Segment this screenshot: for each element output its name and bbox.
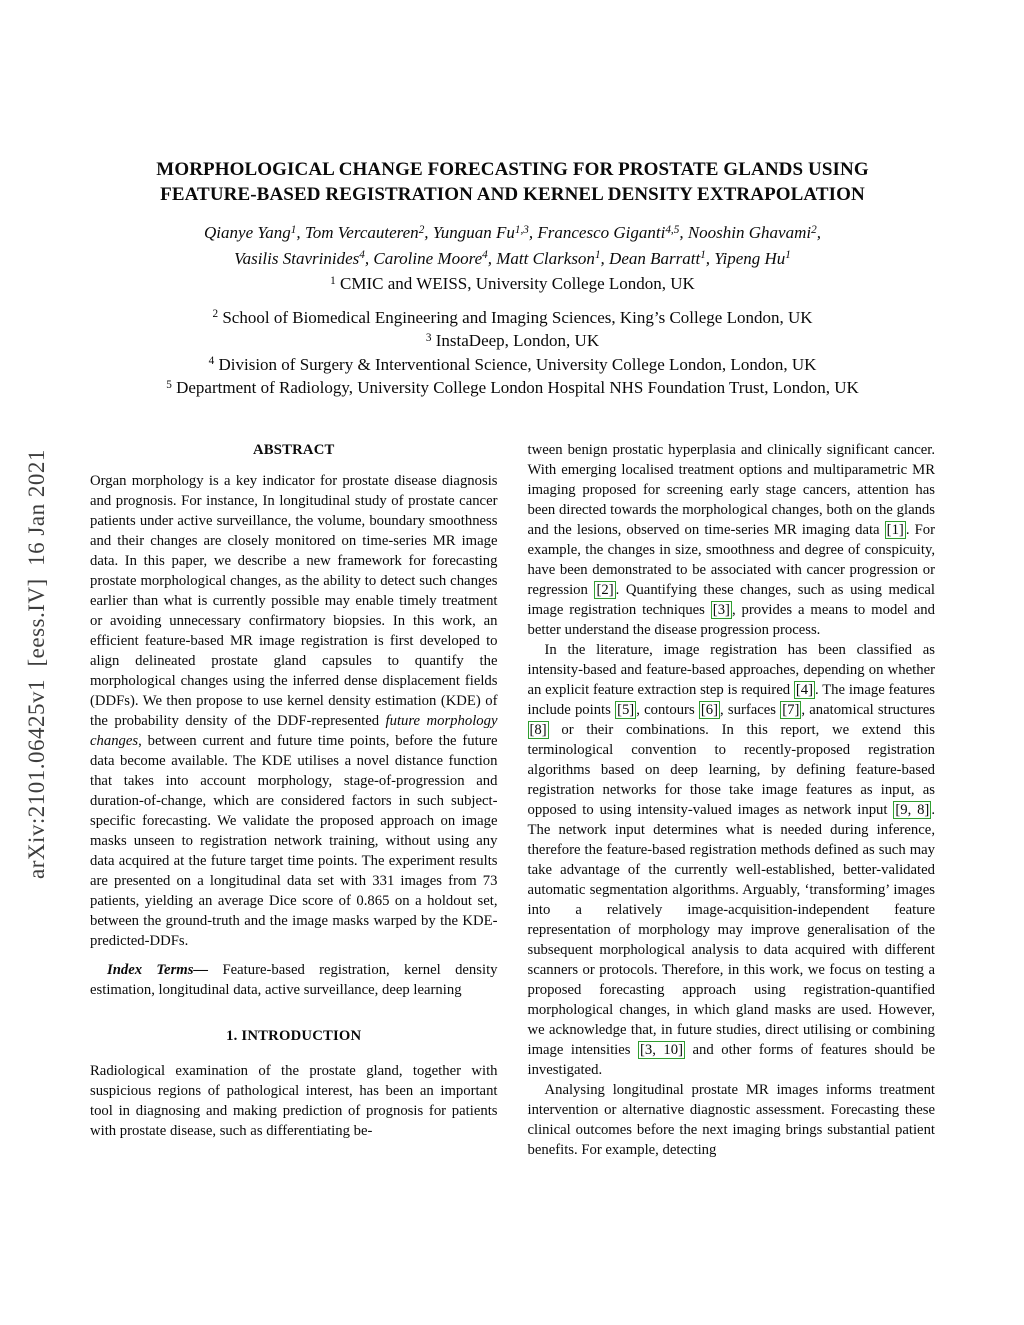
introduction-paragraph-2: In the literature, image registration has been classified as intensity-based and feature-based approaches, depending on whether an explicit feature extraction step is required [4] . The image features include points [5] , contours [6] , surfaces [7] , anatomical structures [8] or their combinations. In this report, we extend this terminological convention to recently-proposed registration algorithms based on deep learning, by defining feature-based registration networks for those take image features as input, as opposed to using intensity-valued images as network input [9, 8] . The network input determines what is needed during inference, therefore the feature-based registration methods defined as such may take advantage of the currently well-established, better-validated automatic segmentation algorithms. Arguably, ‘transforming’ images into a relatively image-acquisition-independent feature representation of morphology may improve generalisation of the subsequent morphological analysis to data acquired with different scanners or protocols. Therefore, in this work, we focus on testing a proposed forecasting approach using registration-quantified morphological changes, in which gland masks are used. However, we acknowledge that, in future studies, direct utilising or combining image intensities [3, 10] and other forms of features should be investigated. <box>527 641 935 1078</box>
affiliation-4: $^4$ Division of Surgery & Interventional Science, University College London, London, UK <box>208 354 817 374</box>
affiliation-5: $^5$ Department of Radiology, University College London Hospital NHS Foundation Trust, London, UK <box>166 378 859 397</box>
introduction-paragraph-1-continued: tween benign prostatic hyperplasia and clinically significant cancer. With emerging localised treatment options and multiparametric MR imaging proposed for screening early stage cancers, attention has been directed towards the morphological changes, both on the glands and the lesions, observed on time-series MR imaging data [1] . For example, the changes in size, smoothness and degree of conspicuity, have been demonstrated to be associated with cancer progression or regression [2] . Quantifying these changes, such as using medical image registration techniques [3] , provides a means to model and better understand the disease progression process. <box>527 441 935 638</box>
introduction-heading: 1. INTRODUCTION <box>226 1027 362 1044</box>
arxiv-stamp-label: arXiv:2101.06425v1 [eess.IV] 16 Jan 2021 <box>24 449 49 879</box>
citation-link[interactable]: [8] <box>529 721 547 738</box>
right-column <box>528 440 936 1160</box>
citation-link[interactable]: [1] <box>886 521 904 538</box>
citation-link[interactable]: [4] <box>795 681 813 698</box>
index-terms-text: Feature-based registration, kernel density estimation, longitudinal data, active surveillance, deep learning <box>90 961 498 998</box>
abstract-paragraph: Organ morphology is a key indicator for prostate disease diagnosis and prognosis. For instance, In longitudinal study of prostate cancer patients under active surveillance, the volume, boundary smoothness and their changes are closely monitored on time-series MR image data. In this paper, we describe a new framework for forecasting prostate morphological changes, as the ability to detect such changes earlier than what is currently possible may enable timely treatment or avoiding unnecessary confirmatory biopsies. In this work, an efficient feature-based MR image registration is first developed to align delineated prostate gland capsules to quantify the morphological changes using the inferred dense displacement fields (DDFs). We then propose to use kernel density estimation (KDE) of the probability density of the DDF-represented future morphology changes, between current and future time points, before the future data become available. The KDE utilises a novel distance function that takes into account morphology, stage-of-progression and duration-of-change, which are considered factors in such subject-specific forecasting. We validate the proposed approach on image masks unseen to registration network training, without using any data acquired at the future target time points. The experiment results are presented on a longitudinal data set with 331 images from 73 patients, yielding an average Dice score of 0.865 on a holdout set, between the ground-truth and the image masks warped by the KDE-predicted-DDFs. <box>90 472 498 949</box>
affiliation-3: $^3$ InstaDeep, London, UK <box>425 331 600 350</box>
index-terms <box>90 960 498 1000</box>
introduction-paragraph-3: Analysing longitudinal prostate MR images informs treatment intervention or alternative diagnostic assessment. Forecasting these clinical outcomes before the next imaging brings substantial patient benefits. For example, detecting <box>527 1081 935 1158</box>
author-line-2: Vasilis Stavrinides$^4$, Caroline Moore$^4$, Matt Clarkson$^1$, Dean Barratt$^1$, Yipeng Hu$^1$ <box>234 248 791 268</box>
citation-link[interactable]: [3, 10] <box>639 1041 683 1058</box>
paper-title <box>90 157 935 207</box>
citation-link[interactable]: [6] <box>700 701 719 718</box>
abstract-heading: ABSTRACT <box>252 441 335 458</box>
citation-link[interactable]: [7] <box>782 701 800 718</box>
index-terms-label: Index Terms— <box>107 961 209 978</box>
two-column-body <box>90 440 935 1160</box>
affiliation-block <box>90 306 935 400</box>
affiliation-1: $^1$ CMIC and WEISS, University College London, UK <box>330 274 695 293</box>
author-line-1: Qianye Yang$^1$, Tom Vercauteren$^2$, Yunguan Fu$^{1,3}$, Francesco Giganti$^{4,5}$, Nooshin Ghavami$^2$, <box>204 223 821 242</box>
citation-link[interactable]: [9, 8] <box>895 801 930 818</box>
citation-link[interactable]: [3] <box>712 601 730 618</box>
left-column <box>90 440 498 1160</box>
title-line-2: FEATURE-BASED REGISTRATION AND KERNEL DENSITY EXTRAPOLATION <box>160 184 865 205</box>
author-block <box>90 220 935 297</box>
introduction-paragraph-1: Radiological examination of the prostate gland, together with suspicious regions of pathological interest, has been an important tool in diagnosing and making prediction of prognosis for patients with prostate disease, such as differentiating be- <box>90 1062 498 1139</box>
paper-header <box>90 157 935 400</box>
title-line-1: MORPHOLOGICAL CHANGE FORECASTING FOR PROSTATE GLANDS USING <box>156 159 869 180</box>
citation-link[interactable]: [5] <box>617 701 635 718</box>
citation-link[interactable]: [2] <box>596 581 614 598</box>
affiliation-2: $^2$ School of Biomedical Engineering and Imaging Sciences, King’s College London, UK <box>212 307 813 327</box>
